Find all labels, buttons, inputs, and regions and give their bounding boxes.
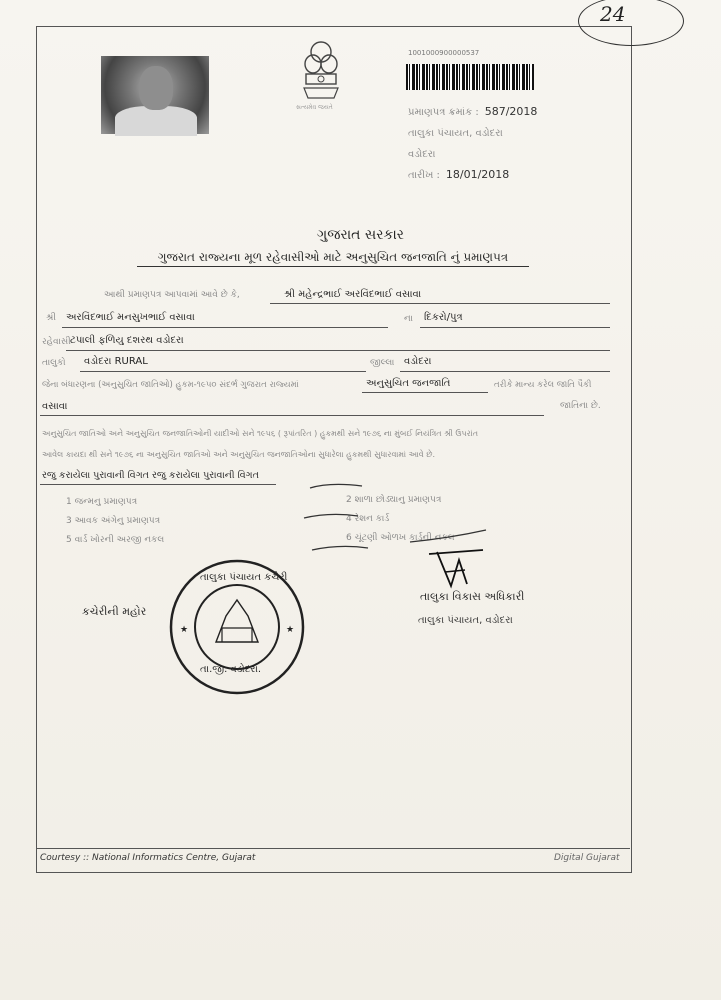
proof-item-2: 2 શાળા છોડ્યાનુ પ્રમાણપત્ર [346,495,442,505]
officer-signature [425,546,491,592]
person-name-line [270,303,610,304]
issuer-city: વડોદરા [408,149,436,160]
stamp-text-bottom: તા.જી. વડોદરા. [200,664,262,675]
father-name-line [62,327,388,328]
office-seal-label: કચેરીની મહોર [82,605,147,618]
proof-item-6: 6 ચૂંટણી ઓળખ કાર્ડની નકલ [346,533,455,543]
proof-heading-line [40,484,276,485]
date-row [408,168,509,181]
issue-date: 18/01/2018 [445,168,510,181]
svg-text:★: ★ [286,625,295,635]
caste-suffix: જાતિના છે. [560,401,601,411]
relation-line [420,327,610,328]
proof-heading: રજુ કરાયેલા પુરાવાની વિગત રજુ કરાયેલા પુરાવાની વિગત [42,470,259,481]
footer-digital-gujarat: Digital Gujarat [554,853,620,863]
page-number-circle [578,0,684,46]
taluka-line [80,371,366,372]
taluka-label: તાલુકો [42,358,66,368]
recognized-text: તરીકે માન્ય કરેલ જાતિ પૈકી [494,380,592,390]
photo-shoulder [115,106,197,136]
date-label: તારીખ : [408,170,440,181]
relation: દિકરો/પુત્ર [424,312,463,323]
issuer-office: તાલુકા પંચાયત, વડોદરા [408,128,503,139]
proof-item-4: 4 રેશન કાર્ડ [346,514,390,524]
address-label: રહેવાસી [42,337,71,347]
district-line [400,371,610,372]
address: ટપાલી ફળિયુ દશરથ વડોદરા [70,335,184,346]
order-text: જેના બંધારણના (અનુસુચિત જાતિઓ) હુકમ-૧૯૫૦ સંદર્ભ ગુજરાત રાજ્યમાં [42,380,299,390]
father-name: અરવિંદભાઈ મનસુખભાઈ વસાવા [66,312,195,323]
caste-line [40,415,544,416]
footer-divider [36,848,630,849]
applicant-photo [101,56,209,134]
certificate-no: 587/2018 [484,105,538,118]
certificate-title: ગુજરાત રાજ્યના મૂળ રહેવાસીઓ માટે અનુસુચિત જનજાતિ નું પ્રમાણપત્ર [137,250,529,267]
photo-face [139,66,173,110]
page-number: 24 [600,2,626,26]
certificate-no-label: પ્રમાણપત્ર ક્રમાંક : [408,107,479,118]
emblem-caption: સત્યમેવ જયતે [296,104,333,111]
proof-item-1: 1 જન્મનુ પ્રમાણપત્ર [66,497,138,507]
person-name: શ્રી મહેન્દ્રભાઈ અરવિંદભાઈ વસાવા [284,289,422,300]
barcode [406,64,534,90]
government-heading: ગુજરાત સરકાર [317,227,404,243]
na-label: ના [404,314,413,324]
stamp-text-top: તાલુકા પંચાયત કચેરી [200,572,288,583]
taluka: વડોદરા RURAL [84,356,148,367]
officer-office: તાલુકા પંચાયત, વડોદરા [418,615,513,626]
caste: વસાવા [42,401,68,412]
district: વડોદરા [404,356,432,367]
certificate-no-row [408,105,537,118]
district-label: જીલ્લા [370,358,395,368]
footer-courtesy: Courtesy :: National Informatics Centre, Gujarat [40,853,256,863]
svg-text:★: ★ [180,625,189,635]
category-line [362,392,488,393]
barcode-number: 1001000900000537 [408,49,480,57]
legal-text-2: આવેલ કાયદા થી સને ૧૯૭૬ ના અનુસુચિત જાતિઓ અને અનુસુચિત જનજાતિઓના સુધારેલા હુકમથી સુધારવામાં આવે છે. [42,450,436,459]
officer-title: તાલુકા વિકાસ અધિકારી [420,590,525,603]
category: અનુસુચિત જનજાતિ [366,378,451,389]
address-line [66,350,610,351]
legal-text-1: અનુસુચિત જાતિઓ અને અનુસુચિત જનજાતિઓની યાદીઓ સને ૧૯૫૬ ( રૂપાંતરિત ) હુકમથી સને ૧૯૭૬ ના મુંબઈ નિયંત્રિત શ્રી ઉપરાંત [42,429,479,438]
proof-item-3: 3 આવક અંગેનુ પ્રમાણપત્ર [66,516,161,526]
proof-item-5: 5 વાર્ડ ખોરની અરજી નકલ [66,535,165,545]
certify-label: આથી પ્રમાણપત્ર આપવામાં આવે છે કે, [104,290,240,300]
shri-label: શ્રી [46,313,56,323]
